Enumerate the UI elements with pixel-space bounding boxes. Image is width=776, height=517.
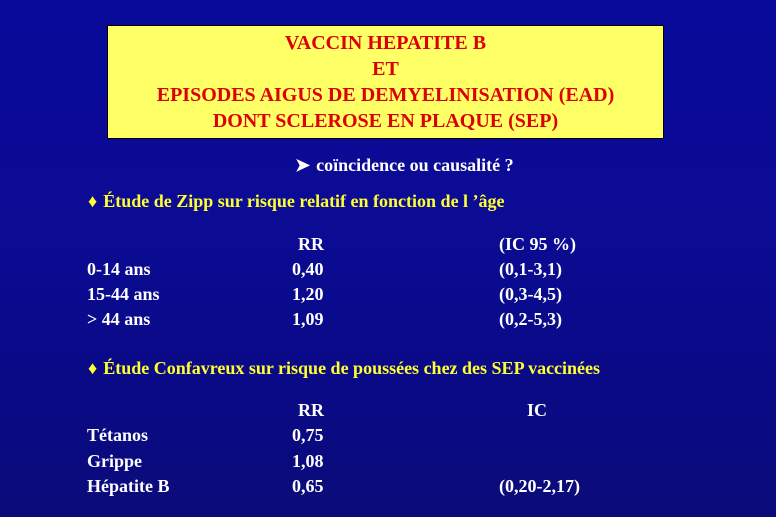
table-row-rr: 1,08 — [292, 451, 324, 471]
title-box — [107, 25, 664, 139]
section2-col-ic: IC — [527, 400, 548, 420]
section1-col-ic: (IC 95 %) — [499, 234, 576, 254]
table-row-label: Grippe — [87, 451, 143, 471]
table-row-label: Tétanos — [87, 425, 149, 445]
section1-heading — [88, 190, 505, 212]
diamond-bullet-icon: ♦ — [88, 191, 98, 211]
table-row-label: 15-44 ans — [87, 284, 160, 304]
diamond-bullet-icon: ♦ — [88, 358, 98, 378]
section2-heading-text: Étude Confavreux sur risque de poussées chez des SEP vaccinées — [103, 358, 601, 378]
table-row-rr: 0,40 — [292, 259, 324, 279]
title-line-2: ET — [372, 58, 399, 80]
table-row-ic: (0,20-2,17) — [499, 476, 580, 496]
table-row-label: Hépatite B — [87, 476, 170, 496]
section1-col-rr: RR — [298, 234, 324, 254]
table-row-ic: (0,3-4,5) — [499, 284, 562, 304]
section2-col-rr: RR — [298, 400, 324, 420]
table-row-rr: 1,09 — [292, 309, 324, 329]
table-row-label: > 44 ans — [87, 309, 151, 329]
subtitle — [295, 154, 514, 176]
table-row-rr: 1,20 — [292, 284, 324, 304]
section1-heading-text: Étude de Zipp sur risque relatif en fonction de l ’âge — [103, 191, 505, 211]
table-row-ic: (0,1-3,1) — [499, 259, 562, 279]
table-row-label: 0-14 ans — [87, 259, 151, 279]
table-row-ic: (0,2-5,3) — [499, 309, 562, 329]
title-line-1: VACCIN HEPATITE B — [284, 32, 487, 54]
arrow-bullet-icon: ➤ — [295, 155, 311, 175]
table-row-rr: 0,65 — [292, 476, 324, 496]
section2-heading — [88, 357, 600, 379]
subtitle-text: coïncidence ou causalité ? — [316, 155, 514, 175]
title-line-3: EPISODES AIGUS DE DEMYELINISATION (EAD) — [156, 84, 615, 106]
table-row-rr: 0,75 — [292, 425, 324, 445]
title-line-4: DONT SCLEROSE EN PLAQUE (SEP) — [212, 110, 559, 132]
